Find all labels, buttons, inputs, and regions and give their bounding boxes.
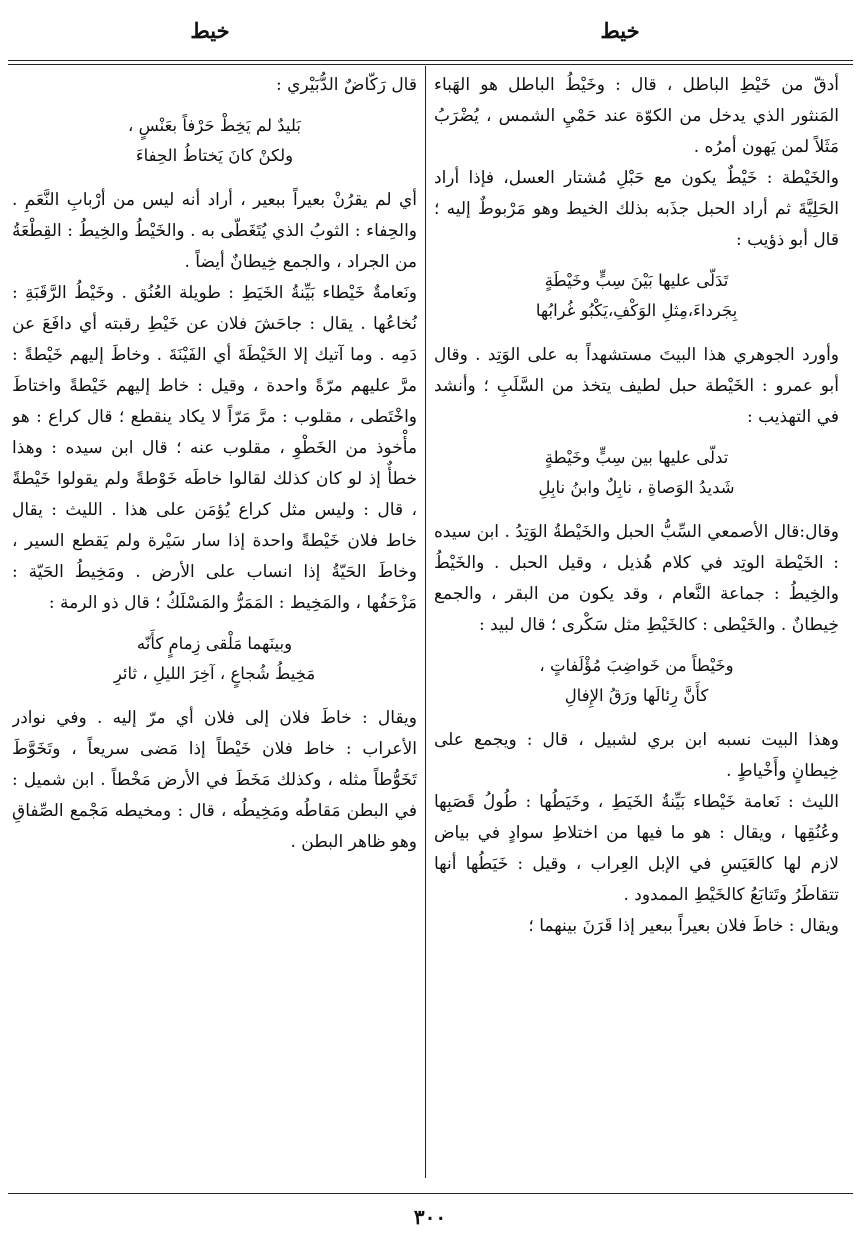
verse-line: وبينَهما مَلْقى زِمامٍ كأَنّه (136, 634, 293, 653)
left-paragraph-2: أي لم يقرُنْ بعيراً ببعير ، أراد أنه ليس من أرْبابِ النَّعَمِ . والحِفاء : الثوبُ الذي يُتَغَطّى به . والخَيْطُ والخِيطُ : القِطْعَةُ من الجراد ، والجمع خِيطانٌ أيضاً . (12, 190, 417, 272)
left-paragraph-3: ونَعامةٌ خَيْطاء بَيِّنةُ الخَيَطِ : طويلة العُنُق . وخَيْطُ الرَّقَبَةِ : نُخاعُها . يقال : جاحَشَ فلان عن خَيْطِ رقبته أي دافَعَ عن دَمِه . وما آتيك إلا الخَيْطَةَ أي الفَيْنَةَ . وخاطَ إليهم خَيْطةً : مرَّ عليهم مرّةً واحدة ، وقيل : خاط إليهم خَيْطةً واختاطَ واخْتَطى ، مقلوب : مرَّ مَرّاً لا يكاد ينقطع ؛ قال كراع : هو مأْخوذ من الخَطْوِ ، مقلوب عنه ؛ قال ابن سيده : وهذا خطأٌ إذ لو كان كذلك لقالوا خاطَه خَوْطةً ولم يقولوا خَيْطةً ، قال : وليس مثل كراع يُؤمَن على هذا . الليث : يقال خاط فلان خَيْطةً واحدة إذا سار سَيْرة ولم يَقطع السير ، وخاطَ الحَيّةُ إذا انساب على الأرض . ومَخِيطُ الحَيّة : مَزْحَفُها ، والمَخِيط : المَمَرُّ والمَسْلَكُ ؛ قال ذو الرمة : (12, 283, 417, 613)
right-verse-2 (434, 443, 839, 503)
top-rule (8, 60, 853, 61)
top-rule-inner (8, 64, 853, 65)
right-paragraph-2: والخَيْطة : خَيْطٌ يكون مع حَبْلِ مُشتار العسل، فإذا أراد الحَلِيَّةَ ثم أراد الحبل جذَبه بذلك الخيط وهو مَرْبوطٌ إليه ؛ قال أبو ذؤيب : (434, 168, 839, 250)
page-number: ٣٠٠ (413, 1205, 447, 1229)
verse-line: تَدَلّى عليها بَيْنَ سِبٍّ وخَيْطَةٍ (544, 271, 729, 290)
bottom-rule (8, 1193, 853, 1194)
header-left-word: خيط (190, 18, 230, 43)
verse-line: وخَيْطاً من خَواضِبَ مُؤْلَفاتٍ ، (539, 656, 734, 675)
header-right-word: خيط (600, 18, 640, 43)
right-paragraph-5: وهذا البيت نسبه ابن بري لشبيل ، قال : ويجمع على خِيطانٍ وأَخْياطٍ . (434, 730, 839, 781)
verse-line: بَليدٌ لم يَخِطْ حَرْفاً بعَنْسٍ ، (128, 116, 301, 135)
verse-line: ولكنْ كانَ يَختاطُ الحِفاءَ (135, 146, 294, 165)
verse-line: تدلّى عليها بين سِبٍّ وخَيْطةٍ (544, 448, 729, 467)
column-divider (425, 66, 426, 1178)
right-column (434, 70, 839, 1182)
right-paragraph-1: أدقّ من خَيْطِ الباطل ، قال : وخَيْطُ الباطل هو الهَباء المَنثور الذي يدخل من الكوّة عند حَمْيِ الشمس ، يُضْرَبُ مَثَلاً لمن يَهون أمرُه . (434, 75, 839, 157)
left-paragraph-1: قال رَكّاضٌ الدُّبَيْري : (275, 75, 417, 95)
left-verse-1 (12, 111, 417, 171)
right-paragraph-7: ويقال : خاطَ فلان بعيراً ببعير إذا قَرَنَ بينهما ؛ (528, 916, 839, 936)
right-verse-1 (434, 266, 839, 326)
verse-line: شَديدُ الوَصاةِ ، نابِلٌ وابنُ نابِلِ (538, 478, 735, 497)
right-paragraph-3: وأورد الجوهري هذا البيتَ مستشهداً به على الوَتِد . وقال أبو عمرو : الخَيْطة حبل لطيف يتخذ من السَّلَبِ ؛ وأنشد في التهذيب : (434, 345, 839, 427)
left-column (12, 70, 417, 1182)
left-paragraph-4: ويقال : خاطَ فلان إلى فلان أي مرّ إليه . وفي نوادر الأعراب : خاط فلان خَيْطاً إذا مَضى سريعاً ، وتَخَوَّطَ تَخَوُّطاً مثله ، وكذلك مَخَطَ في الأرض مَخْطاً . ابن شميل : في البطن مَقاطُه ومَخِيطُه ، قال : ومخيطه مَجْمع الصِّفاقِ وهو ظاهر البطن . (12, 708, 417, 852)
verse-line: كأَنَّ رِئالَها ورَقُ الإِفالِ (564, 686, 709, 705)
right-paragraph-6: الليث : نَعامة خَيْطاء بَيِّنةُ الخَيَطِ ، وخَيَطُها : طُولُ قَصَبِها وعُنُقِها ، ويقال : هو ما فيها من اختلاطِ سوادٍ في بياض لازم لها كالعَيَسِ في الإبل العِراب ، وقيل : خَيَطُها أنها تتقاطَرُ وتَتابَعُ كالخَيْطِ الممدود . (434, 792, 839, 905)
verse-line: مَخِيطُ شُجاعٍ ، آخِرَ الليلِ ، ثائرِ (113, 664, 316, 683)
verse-line: بِجَرداءَ،مِثلِ الوَكْفِ،يَكْبُو غُرابُها (535, 301, 738, 320)
left-verse-2 (12, 629, 417, 689)
right-verse-3 (434, 651, 839, 711)
right-paragraph-4: وقال:قال الأصمعي السِّبُّ الحبل والخَيْطةُ الوَتِدُ . ابن سيده : الخَيْطة الوتِد في كلام هُذيل ، وقيل الحبل . والخَيْطُ والخِيطُ : جماعة النَّعام ، وقد يكون من البقر ، والجمع خِيطانٌ . والخَيْطى : كالخَيْطِ مثل سَكْرى ؛ قال لبيد : (434, 522, 839, 635)
